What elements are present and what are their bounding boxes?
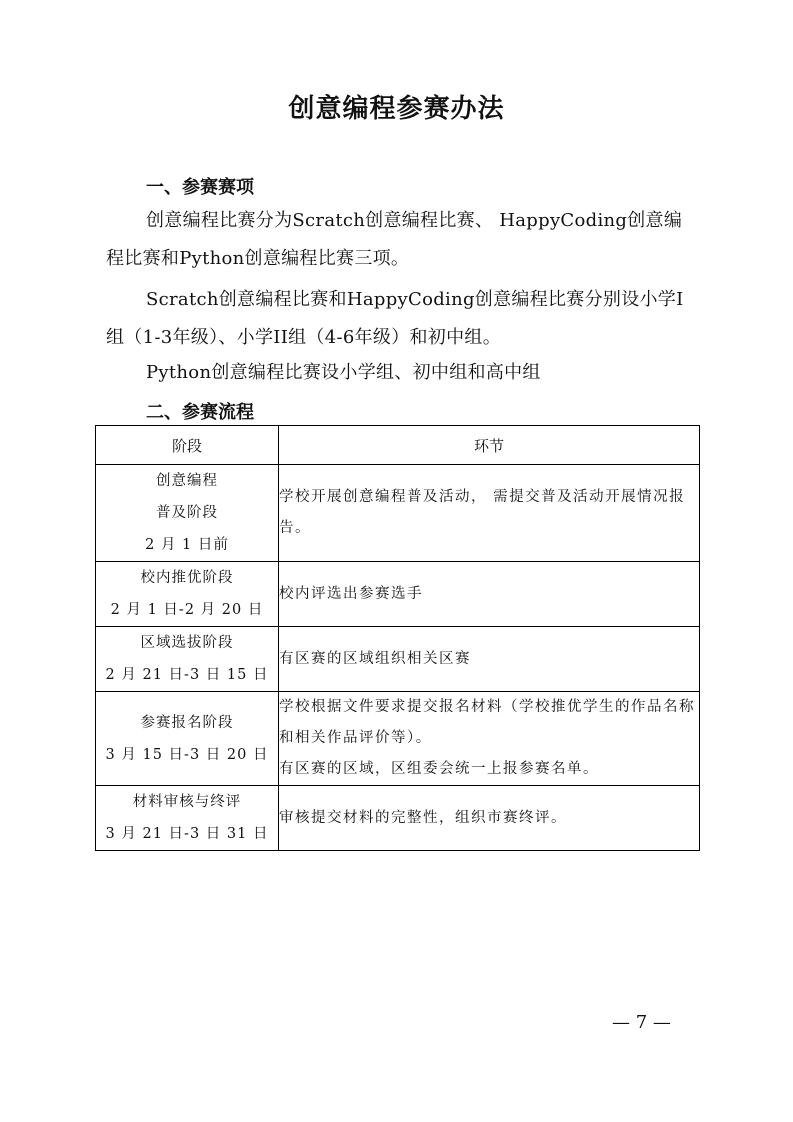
detail-text: 学校开展创意编程普及活动， 需提交普及活动开展情况报告。	[279, 489, 686, 536]
section-heading-entries: 一、参赛赛项	[146, 177, 254, 198]
stage-date: 3 月 15 日-3 日 20 日	[105, 746, 269, 763]
stage-line: 材料审核与终评	[132, 794, 242, 810]
process-table	[95, 425, 700, 851]
table-row	[96, 465, 700, 562]
section-heading-process: 二、参赛流程	[146, 402, 254, 423]
stage-line: 普及阶段	[156, 505, 218, 521]
detail-text: 有区赛的区域组织相关区赛	[279, 650, 471, 667]
stage-cell	[96, 465, 279, 562]
table-header-row	[96, 426, 700, 465]
stage-date: 2 月 1 日-2 月 20 日	[110, 602, 264, 618]
stage-line: 区域选拔阶段	[140, 635, 234, 651]
detail-cell	[279, 692, 700, 786]
stage-date: 2 月 21 日-3 日 15 日	[105, 667, 269, 683]
stage-cell	[96, 627, 279, 692]
stage-date: 3 月 21 日-3 日 31 日	[105, 826, 269, 842]
detail-cell	[279, 465, 700, 562]
stage-line: 校内推优阶段	[140, 570, 234, 586]
stage-cell	[96, 562, 279, 627]
detail-cell	[279, 627, 700, 692]
paragraph-entries-overview: 创意编程比赛分为Scratch创意编程比赛、 HappyCoding创意编程比赛和Python创意编程比赛三项。	[106, 210, 683, 269]
stage-date: 2 月 1 日前	[145, 537, 229, 553]
paragraph-python-groups: Python创意编程比赛设小学组、初中组和高中组	[146, 362, 541, 383]
stage-cell	[96, 692, 279, 786]
stage-line: 参赛报名阶段	[140, 714, 234, 731]
header-stage: 阶段	[96, 426, 279, 465]
detail-text: 校内评选出参赛选手	[279, 585, 423, 602]
detail-text: 学校根据文件要求提交报名材料（学校推优学生的作品名称和相关作品评价等）。	[279, 699, 695, 746]
document-title: 创意编程参赛办法	[288, 94, 505, 124]
stage-cell	[96, 786, 279, 851]
detail-text: 有区赛的区域，区组委会统一上报参赛名单。	[279, 761, 599, 777]
header-step: 环节	[279, 426, 700, 465]
page-number: — 7 —	[612, 1012, 671, 1033]
table-row	[96, 627, 700, 692]
detail-text: 审核提交材料的完整性，组织市赛终评。	[279, 809, 567, 826]
detail-cell	[279, 562, 700, 627]
table-row	[96, 692, 700, 786]
detail-cell	[279, 786, 700, 851]
table-row	[96, 786, 700, 851]
stage-line: 创意编程	[156, 473, 218, 489]
paragraph-group-division: Scratch创意编程比赛和HappyCoding创意编程比赛分别设小学I组（1-3年级）、小学II组（4-6年级）和初中组。	[106, 289, 684, 348]
table-row	[96, 562, 700, 627]
